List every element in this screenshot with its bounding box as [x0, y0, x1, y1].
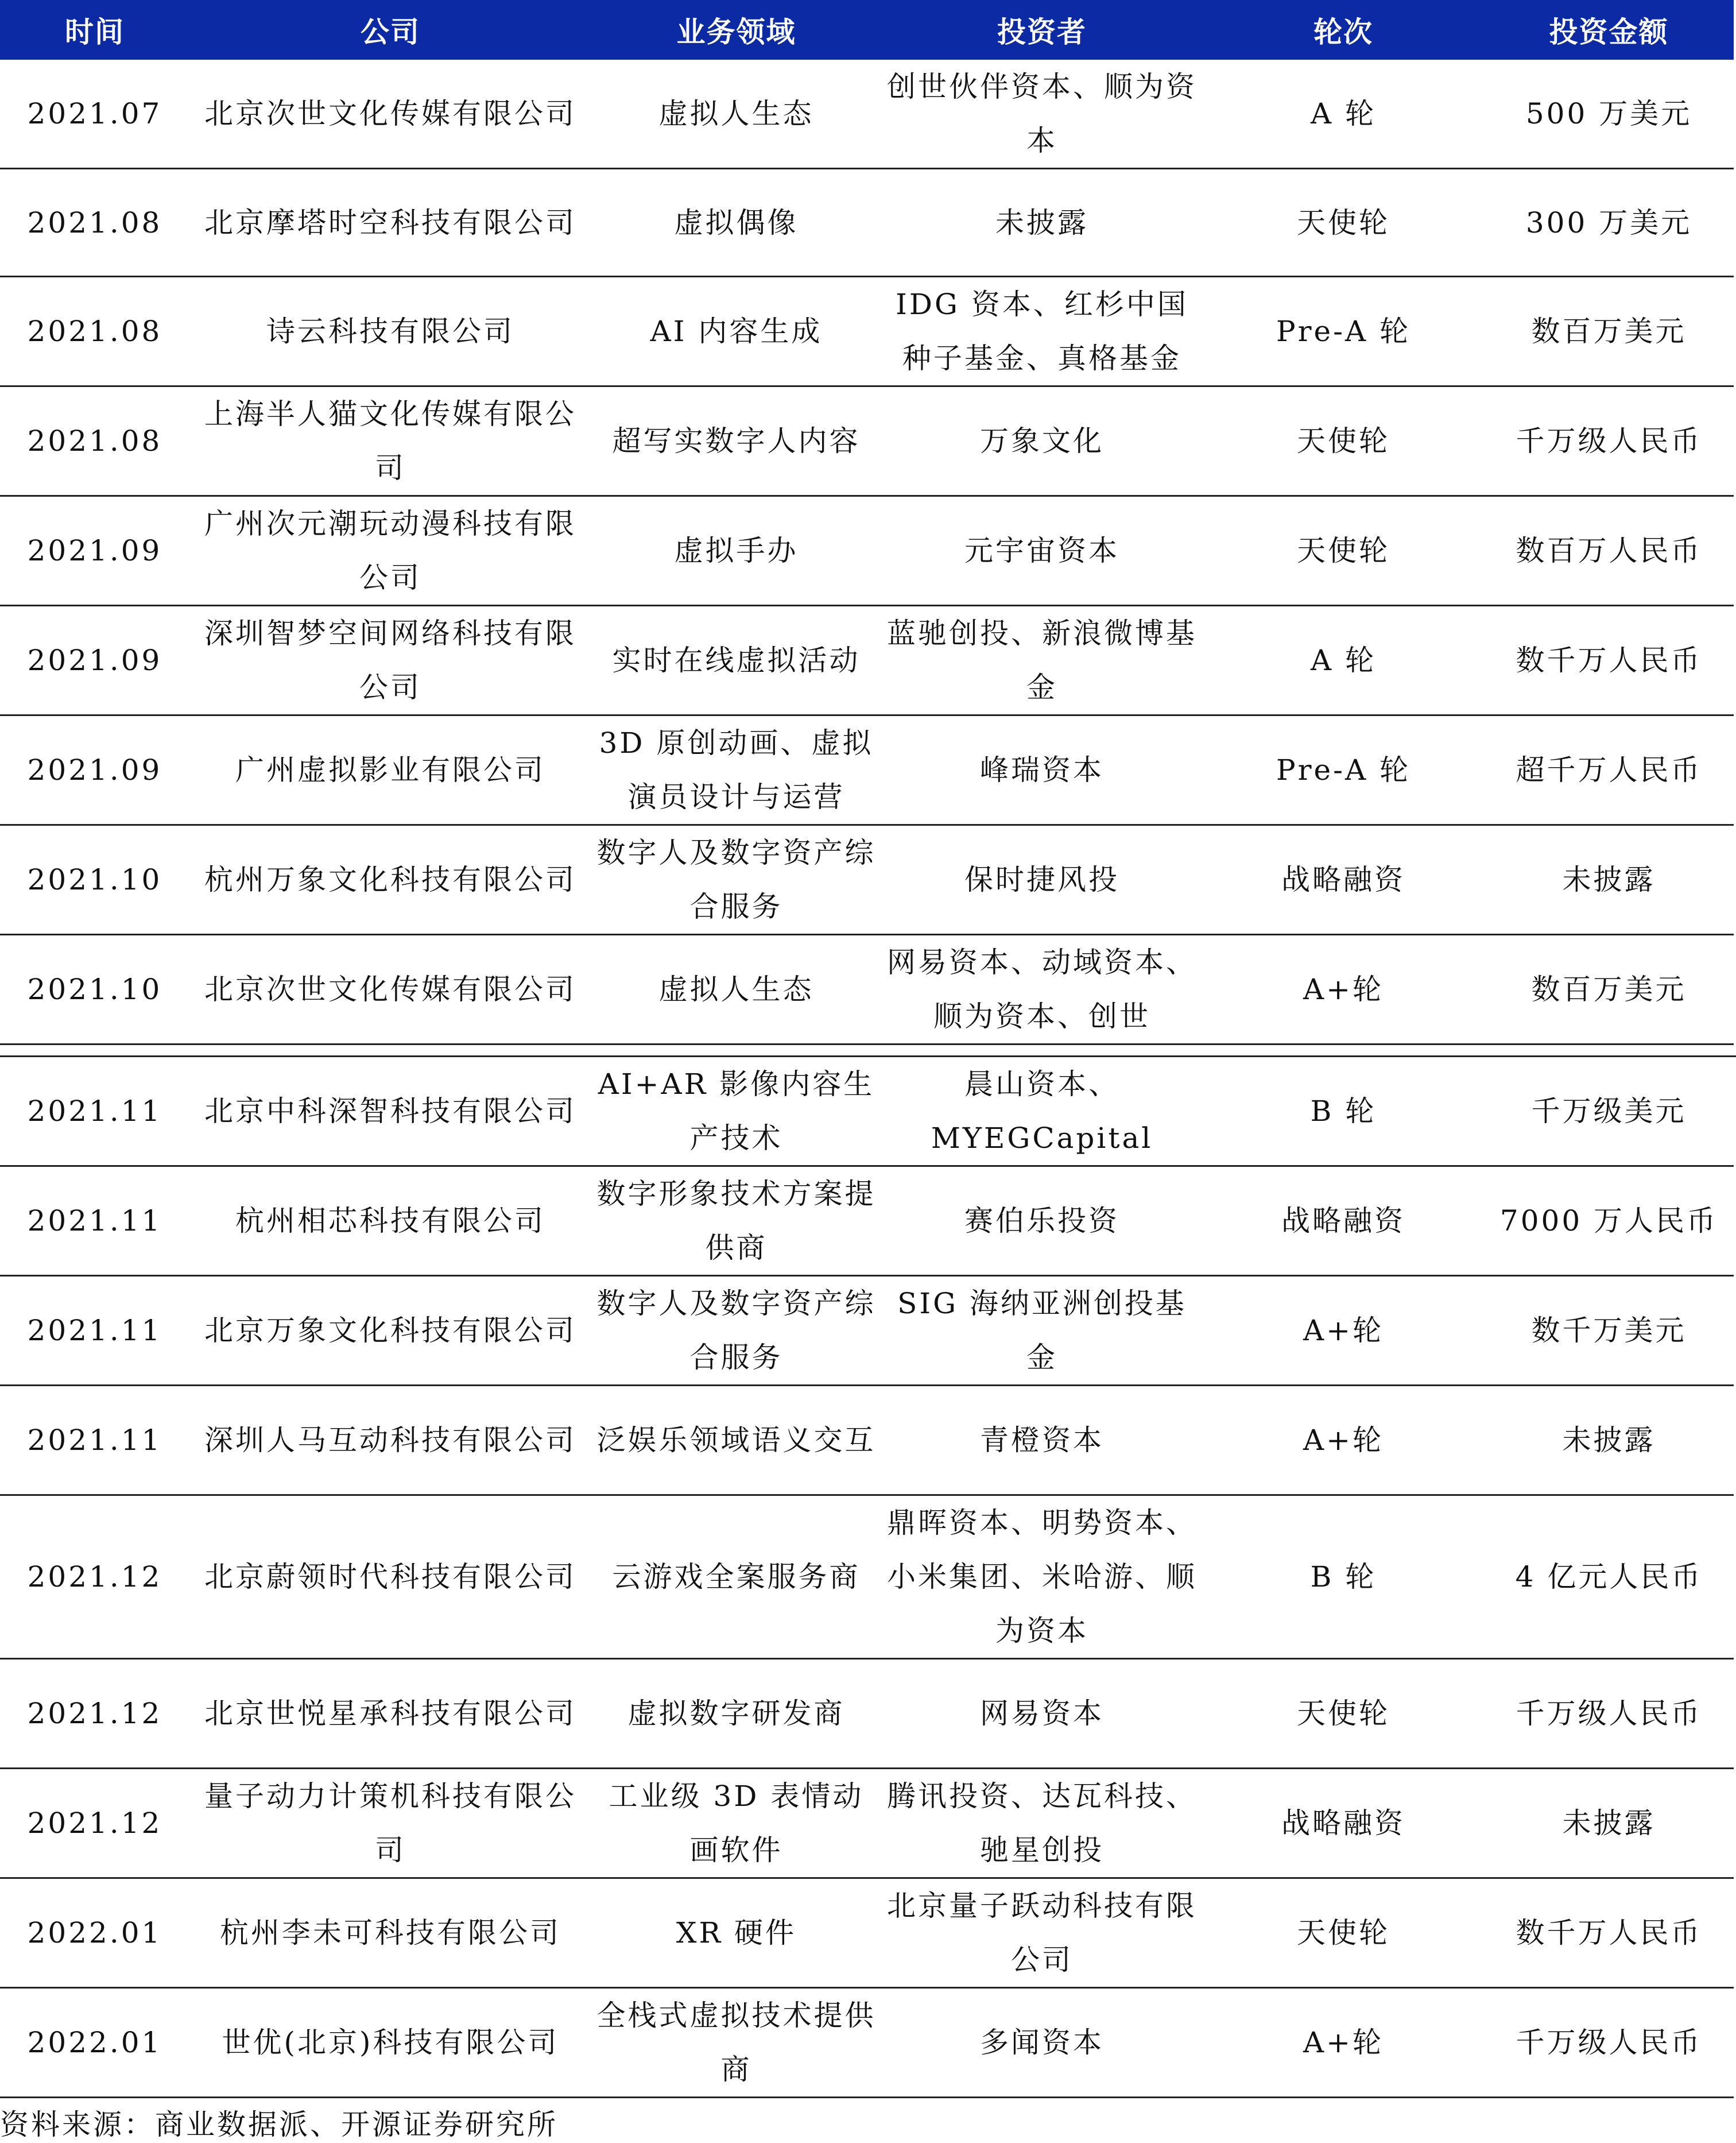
- investment-table-top: [0, 0, 1734, 1045]
- cell-investors: 蓝驰创投、新浪微博基金: [881, 606, 1203, 715]
- cell-time: 2021.12: [0, 1769, 189, 1878]
- cell-company: 北京世悦星承科技有限公司: [189, 1659, 591, 1769]
- cell-field: 超写实数字人内容: [591, 386, 881, 496]
- cell-investors: 多闻资本: [881, 1988, 1203, 2098]
- table-row: [0, 1878, 1734, 1988]
- cell-company: 深圳智梦空间网络科技有限公司: [189, 606, 591, 715]
- cell-time: 2021.08: [0, 277, 189, 386]
- cell-time: 2021.12: [0, 1495, 189, 1659]
- header-field: 业务领域: [591, 0, 881, 60]
- cell-company: 北京次世文化传媒有限公司: [189, 935, 591, 1045]
- cell-investors: 峰瑞资本: [881, 715, 1203, 825]
- cell-round: A+轮: [1203, 935, 1484, 1045]
- cell-company: 诗云科技有限公司: [189, 277, 591, 386]
- cell-field: AI 内容生成: [591, 277, 881, 386]
- table-row: [0, 60, 1734, 169]
- header-time: 时间: [0, 0, 189, 60]
- cell-amount: 千万级人民币: [1484, 386, 1734, 496]
- cell-company: 北京次世文化传媒有限公司: [189, 60, 591, 169]
- cell-amount: 千万级美元: [1484, 1057, 1734, 1166]
- cell-amount: 500 万美元: [1484, 60, 1734, 169]
- table-divider: [0, 1045, 1736, 1057]
- cell-company: 北京摩塔时空科技有限公司: [189, 169, 591, 277]
- cell-investors: 元宇宙资本: [881, 496, 1203, 606]
- cell-investors: SIG 海纳亚洲创投基金: [881, 1276, 1203, 1386]
- cell-field: 虚拟数字研发商: [591, 1659, 881, 1769]
- cell-investors: 青橙资本: [881, 1386, 1203, 1495]
- cell-company: 上海半人猫文化传媒有限公司: [189, 386, 591, 496]
- cell-field: 虚拟人生态: [591, 60, 881, 169]
- cell-field: 全栈式虚拟技术提供商: [591, 1988, 881, 2098]
- cell-round: 天使轮: [1203, 1659, 1484, 1769]
- cell-amount: 数千万人民币: [1484, 606, 1734, 715]
- cell-amount: 数百万人民币: [1484, 496, 1734, 606]
- table-row: [0, 1495, 1734, 1659]
- cell-field: 3D 原创动画、虚拟演员设计与运营: [591, 715, 881, 825]
- cell-time: 2021.11: [0, 1166, 189, 1276]
- cell-amount: 千万级人民币: [1484, 1988, 1734, 2098]
- cell-investors: 腾讯投资、达瓦科技、驰星创投: [881, 1769, 1203, 1878]
- cell-company: 广州虚拟影业有限公司: [189, 715, 591, 825]
- cell-field: AI+AR 影像内容生产技术: [591, 1057, 881, 1166]
- cell-investors: 创世伙伴资本、顺为资本: [881, 60, 1203, 169]
- cell-amount: 4 亿元人民币: [1484, 1495, 1734, 1659]
- cell-round: 战略融资: [1203, 825, 1484, 935]
- cell-company: 深圳人马互动科技有限公司: [189, 1386, 591, 1495]
- cell-amount: 未披露: [1484, 825, 1734, 935]
- cell-round: 天使轮: [1203, 386, 1484, 496]
- table-row: [0, 169, 1734, 277]
- table-row: [0, 1057, 1734, 1166]
- cell-investors: IDG 资本、红杉中国种子基金、真格基金: [881, 277, 1203, 386]
- cell-round: 天使轮: [1203, 169, 1484, 277]
- cell-field: 工业级 3D 表情动画软件: [591, 1769, 881, 1878]
- cell-investors: 鼎晖资本、明势资本、小米集团、米哈游、顺为资本: [881, 1495, 1203, 1659]
- table-row: [0, 606, 1734, 715]
- cell-field: 虚拟偶像: [591, 169, 881, 277]
- cell-investors: 万象文化: [881, 386, 1203, 496]
- cell-round: A+轮: [1203, 1386, 1484, 1495]
- cell-amount: 数千万美元: [1484, 1276, 1734, 1386]
- cell-company: 北京中科深智科技有限公司: [189, 1057, 591, 1166]
- cell-amount: 数百万美元: [1484, 935, 1734, 1045]
- cell-time: 2021.08: [0, 169, 189, 277]
- table-row: [0, 1988, 1734, 2098]
- cell-time: 2021.11: [0, 1386, 189, 1495]
- table-row: [0, 1276, 1734, 1386]
- cell-amount: 千万级人民币: [1484, 1659, 1734, 1769]
- cell-investors: 北京量子跃动科技有限公司: [881, 1878, 1203, 1988]
- cell-amount: 数千万人民币: [1484, 1878, 1734, 1988]
- table-row: [0, 935, 1734, 1045]
- cell-time: 2021.10: [0, 825, 189, 935]
- cell-company: 北京蔚领时代科技有限公司: [189, 1495, 591, 1659]
- cell-amount: 未披露: [1484, 1769, 1734, 1878]
- cell-field: 泛娱乐领域语义交互: [591, 1386, 881, 1495]
- cell-time: 2022.01: [0, 1988, 189, 2098]
- cell-company: 广州次元潮玩动漫科技有限公司: [189, 496, 591, 606]
- header-company: 公司: [189, 0, 591, 60]
- cell-round: 战略融资: [1203, 1166, 1484, 1276]
- cell-round: 战略融资: [1203, 1769, 1484, 1878]
- cell-field: 实时在线虚拟活动: [591, 606, 881, 715]
- cell-company: 北京万象文化科技有限公司: [189, 1276, 591, 1386]
- cell-investors: 网易资本: [881, 1659, 1203, 1769]
- cell-investors: 未披露: [881, 169, 1203, 277]
- cell-round: B 轮: [1203, 1495, 1484, 1659]
- cell-time: 2021.11: [0, 1057, 189, 1166]
- table-row: [0, 277, 1734, 386]
- cell-investors: 晨山资本、MYEGCapital: [881, 1057, 1203, 1166]
- cell-time: 2022.01: [0, 1878, 189, 1988]
- cell-investors: 保时捷风投: [881, 825, 1203, 935]
- table-row: [0, 386, 1734, 496]
- table-row: [0, 1659, 1734, 1769]
- cell-time: 2021.09: [0, 715, 189, 825]
- cell-time: 2021.09: [0, 496, 189, 606]
- cell-round: A 轮: [1203, 60, 1484, 169]
- cell-round: A+轮: [1203, 1276, 1484, 1386]
- cell-company: 世优(北京)科技有限公司: [189, 1988, 591, 2098]
- cell-investors: 网易资本、动域资本、顺为资本、创世: [881, 935, 1203, 1045]
- table-row: [0, 1769, 1734, 1878]
- cell-company: 杭州万象文化科技有限公司: [189, 825, 591, 935]
- table-row: [0, 496, 1734, 606]
- cell-time: 2021.07: [0, 60, 189, 169]
- cell-time: 2021.08: [0, 386, 189, 496]
- investment-table-bottom: [0, 1057, 1734, 2098]
- cell-field: 数字人及数字资产综合服务: [591, 1276, 881, 1386]
- cell-amount: 未披露: [1484, 1386, 1734, 1495]
- table-row: [0, 825, 1734, 935]
- cell-investors: 赛伯乐投资: [881, 1166, 1203, 1276]
- cell-field: 数字人及数字资产综合服务: [591, 825, 881, 935]
- cell-round: 天使轮: [1203, 496, 1484, 606]
- cell-time: 2021.12: [0, 1659, 189, 1769]
- cell-amount: 超千万人民币: [1484, 715, 1734, 825]
- table-row: [0, 1386, 1734, 1495]
- cell-field: 数字形象技术方案提供商: [591, 1166, 881, 1276]
- cell-round: A 轮: [1203, 606, 1484, 715]
- header-investors: 投资者: [881, 0, 1203, 60]
- cell-amount: 数百万美元: [1484, 277, 1734, 386]
- cell-round: B 轮: [1203, 1057, 1484, 1166]
- cell-amount: 7000 万人民币: [1484, 1166, 1734, 1276]
- cell-round: A+轮: [1203, 1988, 1484, 2098]
- cell-company: 杭州李未可科技有限公司: [189, 1878, 591, 1988]
- header-round: 轮次: [1203, 0, 1484, 60]
- header-row: [0, 0, 1734, 60]
- cell-company: 量子动力计策机科技有限公司: [189, 1769, 591, 1878]
- header-amount: 投资金额: [1484, 0, 1734, 60]
- cell-company: 杭州相芯科技有限公司: [189, 1166, 591, 1276]
- cell-round: 天使轮: [1203, 1878, 1484, 1988]
- cell-round: Pre-A 轮: [1203, 277, 1484, 386]
- cell-field: 云游戏全案服务商: [591, 1495, 881, 1659]
- cell-amount: 300 万美元: [1484, 169, 1734, 277]
- table-row: [0, 715, 1734, 825]
- cell-time: 2021.10: [0, 935, 189, 1045]
- cell-time: 2021.09: [0, 606, 189, 715]
- source-note: 资料来源：商业数据派、开源证券研究所: [0, 2108, 558, 2141]
- table-row: [0, 1166, 1734, 1276]
- cell-field: XR 硬件: [591, 1878, 881, 1988]
- cell-round: Pre-A 轮: [1203, 715, 1484, 825]
- cell-field: 虚拟人生态: [591, 935, 881, 1045]
- cell-time: 2021.11: [0, 1276, 189, 1386]
- cell-field: 虚拟手办: [591, 496, 881, 606]
